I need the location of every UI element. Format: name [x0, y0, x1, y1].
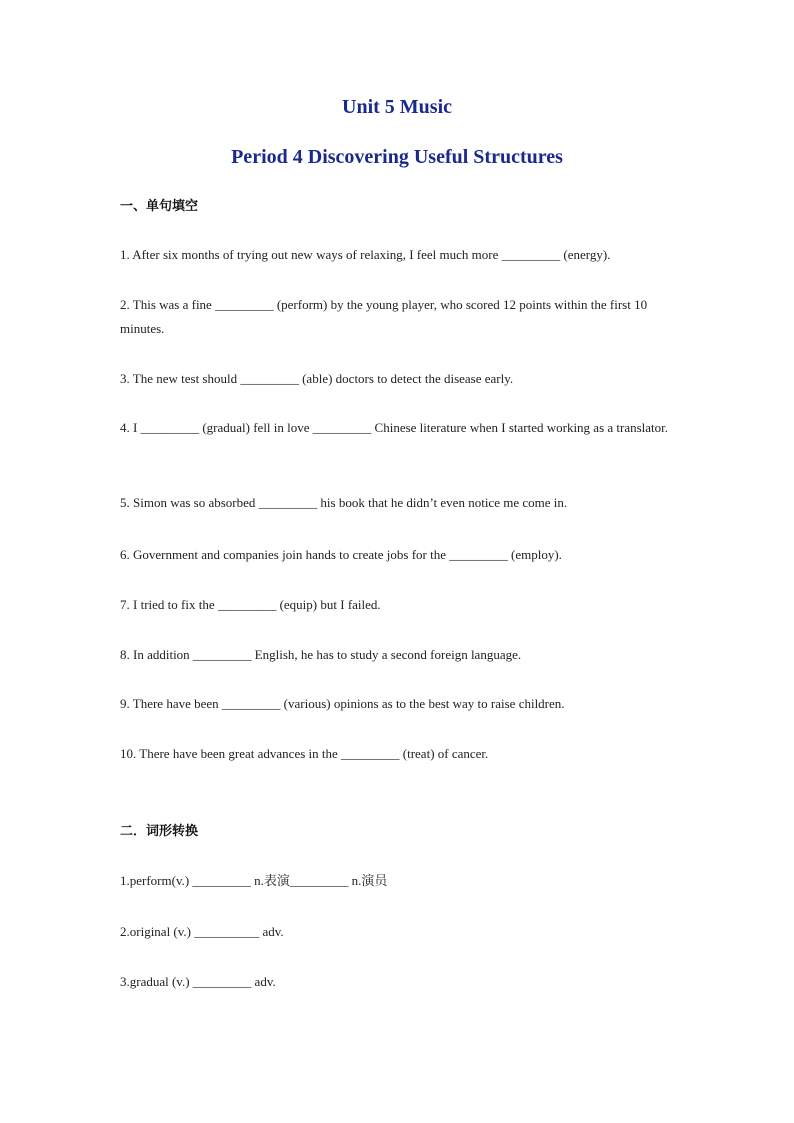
section-heading-fill-in: 一、单句填空	[120, 199, 199, 214]
question-9: 9. There have been _________ (various) opinions as to the best way to raise children.	[120, 696, 565, 711]
word-form-2: 2.original (v.) __________ adv.	[120, 924, 284, 939]
question-5: 5. Simon was so absorbed _________ his book that he didn’t even notice me come in.	[120, 495, 568, 510]
question-6: 6. Government and companies join hands to create jobs for the _________ (employ).	[120, 547, 562, 562]
word-form-3: 3.gradual (v.) _________ adv.	[120, 974, 276, 989]
question-7: 7. I tried to fix the _________ (equip) but I failed.	[120, 597, 381, 612]
question-2: 2. This was a fine _________ (perform) by the young player, who scored 12 points within the first 10 minutes.	[120, 297, 648, 336]
section-heading-word-forms: 二．词形转换	[120, 824, 199, 839]
word-form-1: 1.perform(v.) _________ n.表演_________ n.演员	[120, 873, 388, 888]
question-1: 1. After six months of trying out new ways of relaxing, I feel much more _________ (energy).	[120, 247, 611, 262]
unit-title: Unit 5 Music	[342, 96, 452, 118]
question-3: 3. The new test should _________ (able) doctors to detect the disease early.	[120, 371, 514, 386]
period-title: Period 4 Discovering Useful Structures	[231, 146, 563, 168]
question-8: 8. In addition _________ English, he has to study a second foreign language.	[120, 647, 522, 662]
question-10: 10. There have been great advances in the _________ (treat) of cancer.	[120, 746, 489, 761]
question-4: 4. I _________ (gradual) fell in love _________ Chinese literature when I started working as a translator.	[120, 420, 669, 435]
